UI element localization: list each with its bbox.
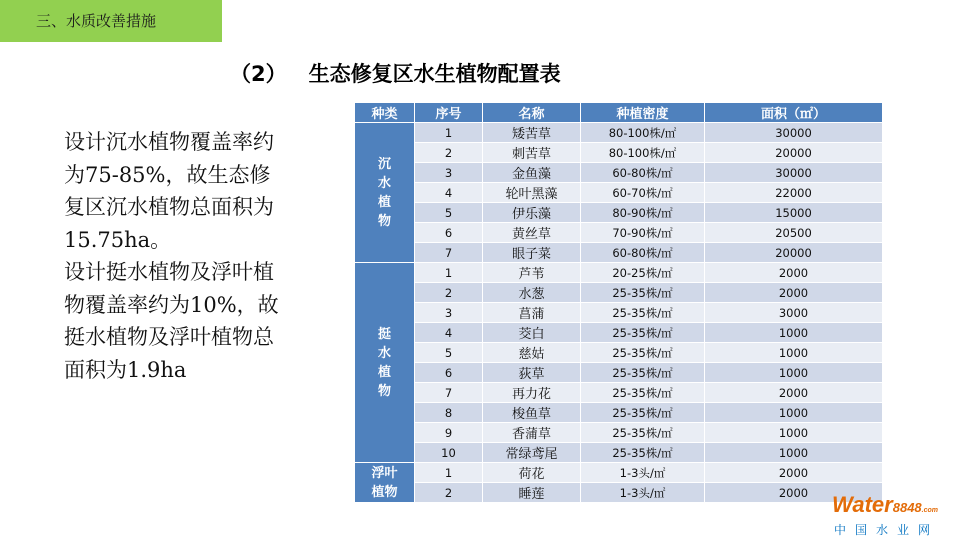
cell-area: 2000	[705, 463, 883, 483]
cell-area: 3000	[705, 303, 883, 323]
header-number: 序号	[415, 103, 483, 123]
cell-density: 1-3头/㎡	[581, 463, 705, 483]
cell-area: 30000	[705, 163, 883, 183]
logo-suffix: .com	[921, 507, 938, 514]
paragraph-submerged: 设计沉水植物覆盖率约为75-85%，故生态修复区沉水植物总面积为15.75ha。	[64, 130, 274, 252]
table-row	[355, 263, 883, 283]
cell-density: 60-70株/㎡	[581, 183, 705, 203]
cell-number: 6	[415, 223, 483, 243]
cell-area: 2000	[705, 483, 883, 503]
cell-name: 睡莲	[483, 483, 581, 503]
cell-density: 60-80株/㎡	[581, 163, 705, 183]
cell-area: 22000	[705, 183, 883, 203]
table-header-row	[355, 103, 883, 123]
category-char: 植物	[371, 484, 398, 500]
table-row	[355, 243, 883, 263]
cell-name: 刺苦草	[483, 143, 581, 163]
table-row	[355, 483, 883, 503]
cell-density: 60-80株/㎡	[581, 243, 705, 263]
plant-configuration-table	[354, 102, 883, 503]
cell-name: 荻草	[483, 363, 581, 383]
category-char: 物	[377, 383, 391, 399]
cell-name: 菖蒲	[483, 303, 581, 323]
cell-density: 25-35株/㎡	[581, 343, 705, 363]
table-body	[355, 123, 883, 503]
cell-number: 7	[415, 243, 483, 263]
cell-name: 黄丝草	[483, 223, 581, 243]
cell-density: 70-90株/㎡	[581, 223, 705, 243]
header-density: 种植密度	[581, 103, 705, 123]
cell-density: 25-35株/㎡	[581, 363, 705, 383]
cell-number: 10	[415, 443, 483, 463]
category-char: 植	[377, 364, 391, 380]
cell-name: 伊乐藻	[483, 203, 581, 223]
cell-density: 25-35株/㎡	[581, 443, 705, 463]
cell-density: 80-90株/㎡	[581, 203, 705, 223]
category-char: 物	[377, 213, 391, 229]
cell-name: 眼子菜	[483, 243, 581, 263]
cell-area: 15000	[705, 203, 883, 223]
cell-name: 荷花	[483, 463, 581, 483]
cell-name: 矮苦草	[483, 123, 581, 143]
cell-number: 7	[415, 383, 483, 403]
table-row	[355, 143, 883, 163]
cell-area: 1000	[705, 403, 883, 423]
cell-density: 25-35株/㎡	[581, 403, 705, 423]
table-row	[355, 463, 883, 483]
cell-name: 香蒲草	[483, 423, 581, 443]
cell-density: 80-100株/㎡	[581, 123, 705, 143]
cell-density: 25-35株/㎡	[581, 423, 705, 443]
cell-area: 1000	[705, 363, 883, 383]
cell-name: 再力花	[483, 383, 581, 403]
category-cell	[355, 263, 415, 463]
cell-number: 2	[415, 483, 483, 503]
table-row	[355, 123, 883, 143]
table-row	[355, 423, 883, 443]
category-cell	[355, 463, 415, 503]
cell-name: 轮叶黑藻	[483, 183, 581, 203]
logo-word	[832, 494, 952, 522]
cell-name: 金鱼藻	[483, 163, 581, 183]
cell-number: 1	[415, 263, 483, 283]
cell-density: 25-35株/㎡	[581, 283, 705, 303]
cell-number: 2	[415, 143, 483, 163]
cell-area: 1000	[705, 323, 883, 343]
cell-density: 25-35株/㎡	[581, 303, 705, 323]
cell-name: 芦苇	[483, 263, 581, 283]
cell-number: 4	[415, 183, 483, 203]
table-row	[355, 203, 883, 223]
cell-number: 1	[415, 123, 483, 143]
cell-number: 3	[415, 163, 483, 183]
cell-area: 30000	[705, 123, 883, 143]
cell-number: 2	[415, 283, 483, 303]
cell-number: 6	[415, 363, 483, 383]
category-char: 水	[377, 345, 391, 361]
category-char: 植	[377, 194, 391, 210]
cell-number: 5	[415, 343, 483, 363]
cell-density: 25-35株/㎡	[581, 323, 705, 343]
body-text	[64, 126, 279, 386]
table-row	[355, 403, 883, 423]
table-row	[355, 343, 883, 363]
cell-density: 1-3头/㎡	[581, 483, 705, 503]
table-row	[355, 163, 883, 183]
cell-density: 80-100株/㎡	[581, 143, 705, 163]
cell-name: 茭白	[483, 323, 581, 343]
table-row	[355, 223, 883, 243]
cell-name: 慈姑	[483, 343, 581, 363]
cell-area: 1000	[705, 343, 883, 363]
slide-title	[230, 58, 561, 88]
table-row	[355, 363, 883, 383]
cell-name: 常绿鸢尾	[483, 443, 581, 463]
cell-area: 2000	[705, 283, 883, 303]
header-area: 面积（㎡）	[705, 103, 883, 123]
watermark-logo	[832, 492, 952, 537]
category-char: 浮叶	[371, 465, 398, 481]
table-row	[355, 303, 883, 323]
cell-area: 20500	[705, 223, 883, 243]
cell-area: 20000	[705, 143, 883, 163]
cell-density: 25-35株/㎡	[581, 383, 705, 403]
logo-word-text: Water	[832, 492, 893, 517]
cell-name: 梭鱼草	[483, 403, 581, 423]
cell-number: 1	[415, 463, 483, 483]
category-char: 挺	[377, 326, 391, 342]
table-row	[355, 183, 883, 203]
cell-area: 1000	[705, 443, 883, 463]
title-number: （2）	[230, 62, 287, 86]
category-char: 水	[377, 175, 391, 191]
table-row	[355, 383, 883, 403]
cell-area: 20000	[705, 243, 883, 263]
category-cell	[355, 123, 415, 263]
cell-name: 水葱	[483, 283, 581, 303]
cell-density: 20-25株/㎡	[581, 263, 705, 283]
cell-area: 1000	[705, 423, 883, 443]
category-char: 沉	[377, 156, 391, 172]
header-category: 种类	[355, 103, 415, 123]
table-row	[355, 443, 883, 463]
title-text: 生态修复区水生植物配置表	[308, 62, 561, 86]
table-row	[355, 283, 883, 303]
header-name: 名称	[483, 103, 581, 123]
cell-number: 4	[415, 323, 483, 343]
paragraph-emergent: 设计挺水植物及浮叶植物覆盖率约为10%，故挺水植物及浮叶植物总面积为1.9ha	[64, 260, 279, 382]
cell-area: 2000	[705, 383, 883, 403]
cell-number: 8	[415, 403, 483, 423]
logo-digits: 8848	[892, 500, 922, 515]
table-row	[355, 323, 883, 343]
cell-number: 3	[415, 303, 483, 323]
cell-area: 2000	[705, 263, 883, 283]
section-tab: 三、水质改善措施	[0, 0, 222, 42]
cell-number: 9	[415, 423, 483, 443]
logo-chinese: 中国水业网	[834, 523, 940, 537]
cell-number: 5	[415, 203, 483, 223]
